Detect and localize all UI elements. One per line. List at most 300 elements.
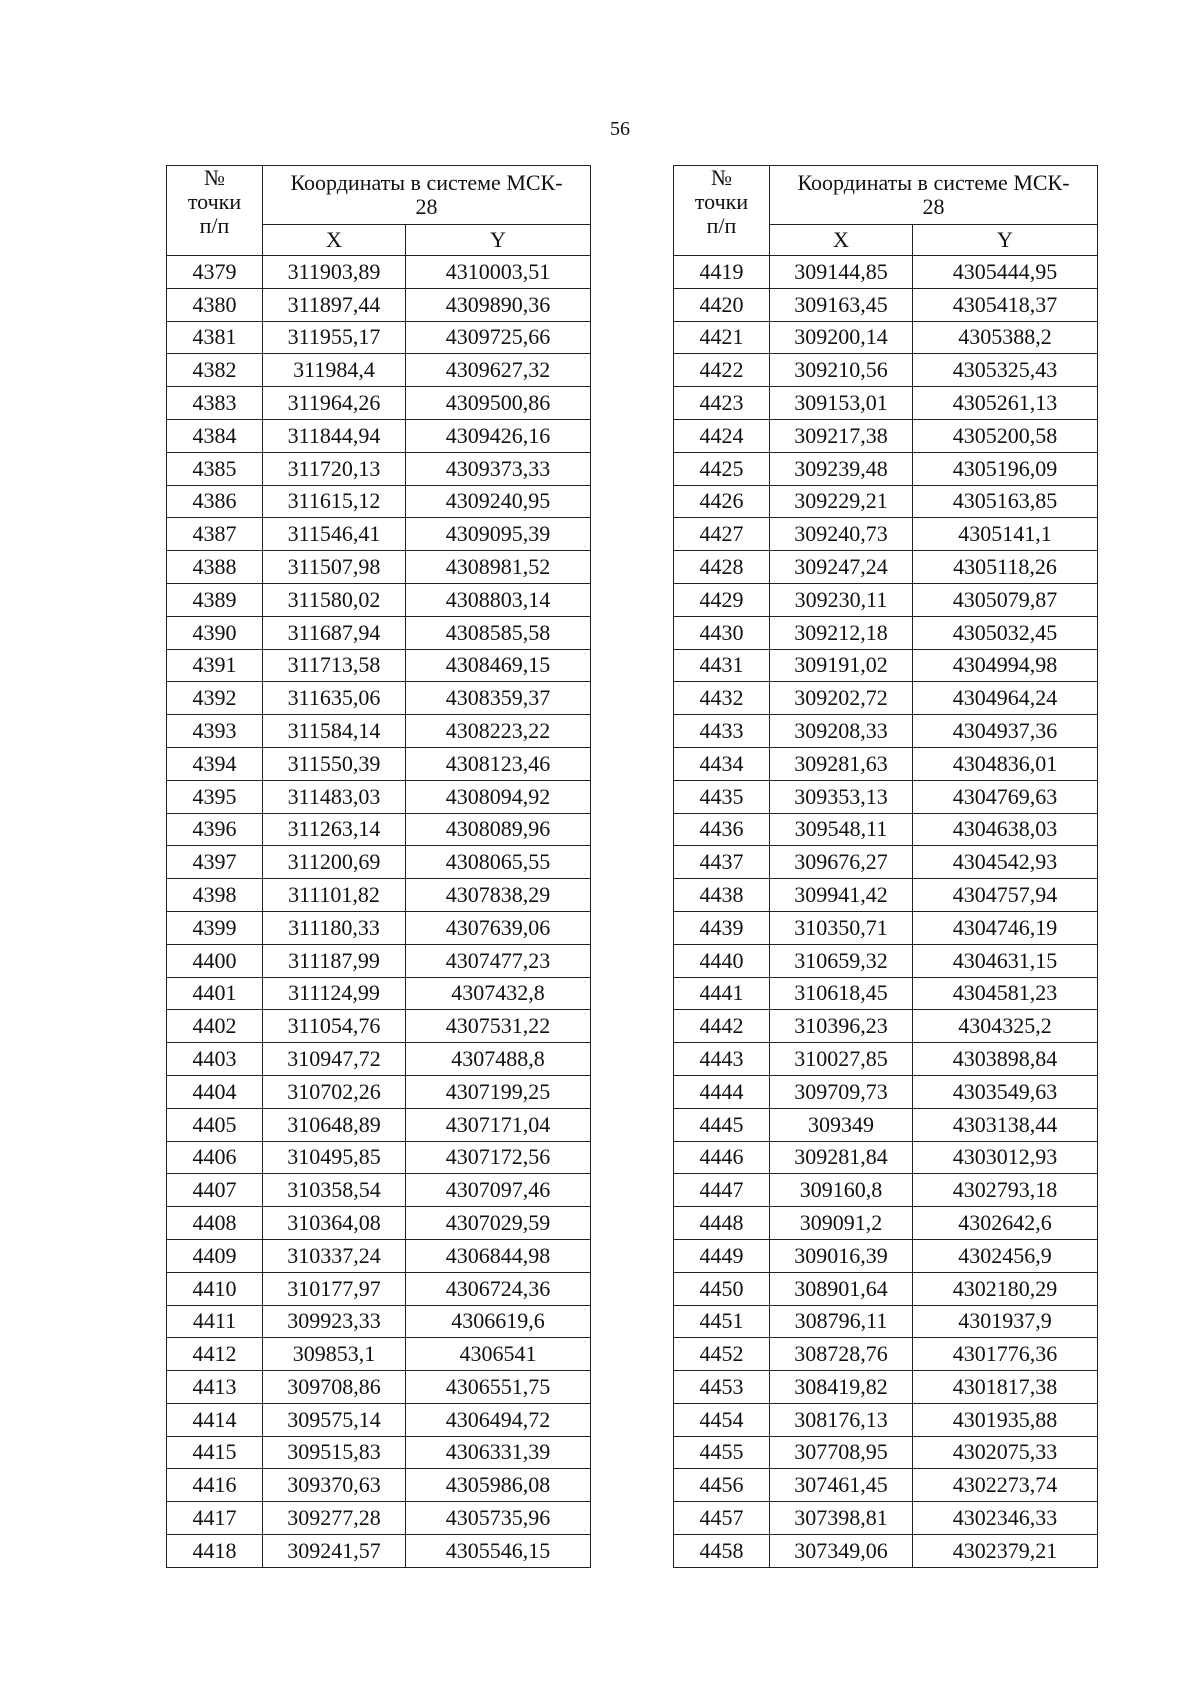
coordinates-system-header: Координаты в системе МСК- 28 (770, 166, 1098, 225)
y-coordinate-cell: 4305032,45 (913, 616, 1098, 649)
table-row (167, 1141, 591, 1174)
x-coordinate-cell: 309210,56 (770, 354, 913, 387)
y-coordinate-cell: 4303549,63 (913, 1075, 1098, 1108)
point-number-cell: 4398 (167, 879, 263, 912)
y-coordinate-cell: 4308223,22 (406, 715, 591, 748)
point-number-cell: 4402 (167, 1010, 263, 1043)
point-number-cell: 4429 (674, 583, 770, 616)
table-row (167, 1272, 591, 1305)
table-row (674, 780, 1098, 813)
table-row (167, 583, 591, 616)
point-number-cell: 4430 (674, 616, 770, 649)
y-coordinate-cell: 4307199,25 (406, 1075, 591, 1108)
table-row (167, 387, 591, 420)
point-number-cell: 4452 (674, 1338, 770, 1371)
x-coordinate-cell: 309853,1 (263, 1338, 406, 1371)
y-coordinate-cell: 4301776,36 (913, 1338, 1098, 1371)
table-row (167, 419, 591, 452)
point-number-cell: 4385 (167, 452, 263, 485)
y-column-header: Y (406, 225, 591, 256)
point-number-cell: 4415 (167, 1436, 263, 1469)
x-coordinate-cell: 311507,98 (263, 551, 406, 584)
x-coordinate-cell: 309202,72 (770, 682, 913, 715)
y-coordinate-cell: 4304325,2 (913, 1010, 1098, 1043)
y-coordinate-cell: 4307838,29 (406, 879, 591, 912)
table-row (167, 616, 591, 649)
coordinates-system-header: Координаты в системе МСК- 28 (263, 166, 591, 225)
point-number-cell: 4458 (674, 1535, 770, 1568)
y-coordinate-cell: 4306724,36 (406, 1272, 591, 1305)
point-number-cell: 4382 (167, 354, 263, 387)
x-coordinate-cell: 309353,13 (770, 780, 913, 813)
table-row (167, 288, 591, 321)
table-row (167, 977, 591, 1010)
point-number-cell: 4433 (674, 715, 770, 748)
table-row (674, 813, 1098, 846)
point-number-cell: 4439 (674, 911, 770, 944)
point-number-cell: 4380 (167, 288, 263, 321)
table-row (674, 419, 1098, 452)
table-row (167, 321, 591, 354)
y-coordinate-cell: 4301935,88 (913, 1403, 1098, 1436)
y-coordinate-cell: 4302793,18 (913, 1174, 1098, 1207)
y-coordinate-cell: 4307172,56 (406, 1141, 591, 1174)
point-number-header: № точки п/п (674, 166, 770, 256)
table-row (167, 1207, 591, 1240)
point-number-cell: 4442 (674, 1010, 770, 1043)
y-coordinate-cell: 4309890,36 (406, 288, 591, 321)
x-coordinate-cell: 309281,63 (770, 747, 913, 780)
x-coordinate-cell: 307349,06 (770, 1535, 913, 1568)
x-coordinate-cell: 311584,14 (263, 715, 406, 748)
x-coordinate-cell: 310648,89 (263, 1108, 406, 1141)
x-coordinate-cell: 308728,76 (770, 1338, 913, 1371)
x-coordinate-cell: 311897,44 (263, 288, 406, 321)
point-number-cell: 4393 (167, 715, 263, 748)
y-coordinate-cell: 4307432,8 (406, 977, 591, 1010)
y-coordinate-cell: 4309095,39 (406, 518, 591, 551)
point-number-cell: 4392 (167, 682, 263, 715)
point-number-cell: 4437 (674, 846, 770, 879)
table-row (674, 583, 1098, 616)
table-row (167, 944, 591, 977)
point-number-cell: 4436 (674, 813, 770, 846)
point-number-cell: 4453 (674, 1371, 770, 1404)
x-coordinate-cell: 309163,45 (770, 288, 913, 321)
x-coordinate-cell: 309548,11 (770, 813, 913, 846)
table-row (674, 1535, 1098, 1568)
x-coordinate-cell: 309153,01 (770, 387, 913, 420)
y-coordinate-cell: 4302642,6 (913, 1207, 1098, 1240)
point-number-cell: 4401 (167, 977, 263, 1010)
x-coordinate-cell: 309515,83 (263, 1436, 406, 1469)
table-row (674, 1239, 1098, 1272)
table-row (167, 1010, 591, 1043)
point-number-cell: 4455 (674, 1436, 770, 1469)
y-coordinate-cell: 4305200,58 (913, 419, 1098, 452)
x-coordinate-cell: 311984,4 (263, 354, 406, 387)
x-coordinate-cell: 309091,2 (770, 1207, 913, 1240)
x-coordinate-cell: 310947,72 (263, 1043, 406, 1076)
y-coordinate-cell: 4302346,33 (913, 1502, 1098, 1535)
x-coordinate-cell: 309349 (770, 1108, 913, 1141)
point-number-cell: 4432 (674, 682, 770, 715)
x-coordinate-cell: 311713,58 (263, 649, 406, 682)
table-row (674, 977, 1098, 1010)
point-number-cell: 4435 (674, 780, 770, 813)
point-number-cell: 4381 (167, 321, 263, 354)
table-row (167, 747, 591, 780)
y-coordinate-cell: 4304542,93 (913, 846, 1098, 879)
point-number-cell: 4391 (167, 649, 263, 682)
point-number-cell: 4413 (167, 1371, 263, 1404)
x-coordinate-cell: 309923,33 (263, 1305, 406, 1338)
point-number-cell: 4399 (167, 911, 263, 944)
x-coordinate-cell: 310618,45 (770, 977, 913, 1010)
x-coordinate-cell: 311844,94 (263, 419, 406, 452)
y-coordinate-cell: 4304836,01 (913, 747, 1098, 780)
table-row (674, 1043, 1098, 1076)
table-row (674, 649, 1098, 682)
y-coordinate-cell: 4305325,43 (913, 354, 1098, 387)
point-number-header: № точки п/п (167, 166, 263, 256)
table-row (674, 1272, 1098, 1305)
point-number-cell: 4450 (674, 1272, 770, 1305)
x-coordinate-cell: 311483,03 (263, 780, 406, 813)
y-coordinate-cell: 4308094,92 (406, 780, 591, 813)
point-number-cell: 4417 (167, 1502, 263, 1535)
x-coordinate-cell: 309208,33 (770, 715, 913, 748)
table-row (674, 485, 1098, 518)
x-coordinate-cell: 311263,14 (263, 813, 406, 846)
x-coordinate-cell: 309708,86 (263, 1371, 406, 1404)
y-coordinate-cell: 4308359,37 (406, 682, 591, 715)
table-row (167, 518, 591, 551)
table-row (167, 1436, 591, 1469)
y-coordinate-cell: 4304769,63 (913, 780, 1098, 813)
y-coordinate-cell: 4302456,9 (913, 1239, 1098, 1272)
table-row (167, 1338, 591, 1371)
x-coordinate-cell: 309277,28 (263, 1502, 406, 1535)
table-row (674, 1075, 1098, 1108)
x-coordinate-cell: 308901,64 (770, 1272, 913, 1305)
x-coordinate-cell: 307461,45 (770, 1469, 913, 1502)
y-coordinate-cell: 4309627,32 (406, 354, 591, 387)
table-row (167, 551, 591, 584)
x-coordinate-cell: 309229,21 (770, 485, 913, 518)
x-column-header: X (770, 225, 913, 256)
table-row (674, 879, 1098, 912)
x-coordinate-cell: 311054,76 (263, 1010, 406, 1043)
x-coordinate-cell: 309247,24 (770, 551, 913, 584)
x-coordinate-cell: 308419,82 (770, 1371, 913, 1404)
table-row (167, 649, 591, 682)
y-coordinate-cell: 4305261,13 (913, 387, 1098, 420)
y-coordinate-cell: 4305735,96 (406, 1502, 591, 1535)
table-row (167, 1469, 591, 1502)
table-row (674, 1174, 1098, 1207)
y-coordinate-cell: 4305444,95 (913, 256, 1098, 289)
point-number-cell: 4379 (167, 256, 263, 289)
table-row (674, 452, 1098, 485)
x-column-header: X (263, 225, 406, 256)
table-row (167, 1174, 591, 1207)
table-row (167, 846, 591, 879)
table-row (674, 518, 1098, 551)
table-row (674, 1108, 1098, 1141)
point-number-cell: 4395 (167, 780, 263, 813)
x-coordinate-cell: 310364,08 (263, 1207, 406, 1240)
y-coordinate-cell: 4304994,98 (913, 649, 1098, 682)
y-coordinate-cell: 4304638,03 (913, 813, 1098, 846)
table-row (167, 485, 591, 518)
x-coordinate-cell: 310659,32 (770, 944, 913, 977)
table-row (167, 1502, 591, 1535)
y-coordinate-cell: 4310003,51 (406, 256, 591, 289)
x-coordinate-cell: 311955,17 (263, 321, 406, 354)
table-row (674, 256, 1098, 289)
x-coordinate-cell: 309676,27 (770, 846, 913, 879)
y-coordinate-cell: 4301937,9 (913, 1305, 1098, 1338)
y-coordinate-cell: 4306541 (406, 1338, 591, 1371)
y-coordinate-cell: 4305079,87 (913, 583, 1098, 616)
x-coordinate-cell: 311903,89 (263, 256, 406, 289)
x-coordinate-cell: 311687,94 (263, 616, 406, 649)
point-number-cell: 4441 (674, 977, 770, 1010)
point-number-cell: 4443 (674, 1043, 770, 1076)
point-number-cell: 4405 (167, 1108, 263, 1141)
point-number-cell: 4383 (167, 387, 263, 420)
point-number-cell: 4384 (167, 419, 263, 452)
point-number-cell: 4400 (167, 944, 263, 977)
x-coordinate-cell: 311550,39 (263, 747, 406, 780)
point-number-cell: 4388 (167, 551, 263, 584)
table-row (674, 682, 1098, 715)
y-coordinate-cell: 4302379,21 (913, 1535, 1098, 1568)
y-coordinate-cell: 4303898,84 (913, 1043, 1098, 1076)
point-number-cell: 4389 (167, 583, 263, 616)
table-row (674, 1469, 1098, 1502)
x-coordinate-cell: 311720,13 (263, 452, 406, 485)
y-coordinate-cell: 4302075,33 (913, 1436, 1098, 1469)
table-row (674, 1403, 1098, 1436)
point-number-cell: 4403 (167, 1043, 263, 1076)
point-number-cell: 4423 (674, 387, 770, 420)
point-number-cell: 4394 (167, 747, 263, 780)
x-coordinate-cell: 311187,99 (263, 944, 406, 977)
table-row (674, 1141, 1098, 1174)
table-row (674, 747, 1098, 780)
point-number-cell: 4422 (674, 354, 770, 387)
point-number-cell: 4440 (674, 944, 770, 977)
y-coordinate-cell: 4307171,04 (406, 1108, 591, 1141)
point-number-cell: 4419 (674, 256, 770, 289)
x-coordinate-cell: 309230,11 (770, 583, 913, 616)
x-coordinate-cell: 311635,06 (263, 682, 406, 715)
y-coordinate-cell: 4305163,85 (913, 485, 1098, 518)
y-coordinate-cell: 4305196,09 (913, 452, 1098, 485)
x-coordinate-cell: 310358,54 (263, 1174, 406, 1207)
x-coordinate-cell: 308176,13 (770, 1403, 913, 1436)
y-coordinate-cell: 4306844,98 (406, 1239, 591, 1272)
y-coordinate-cell: 4308585,58 (406, 616, 591, 649)
table-row (167, 354, 591, 387)
coordinates-table-left (166, 165, 591, 1568)
y-column-header: Y (913, 225, 1098, 256)
point-number-cell: 4408 (167, 1207, 263, 1240)
y-coordinate-cell: 4302180,29 (913, 1272, 1098, 1305)
y-coordinate-cell: 4309725,66 (406, 321, 591, 354)
x-coordinate-cell: 311200,69 (263, 846, 406, 879)
x-coordinate-cell: 310027,85 (770, 1043, 913, 1076)
x-coordinate-cell: 310702,26 (263, 1075, 406, 1108)
x-coordinate-cell: 307708,95 (770, 1436, 913, 1469)
table-row (167, 1305, 591, 1338)
point-number-cell: 4425 (674, 452, 770, 485)
point-number-cell: 4446 (674, 1141, 770, 1174)
point-number-cell: 4444 (674, 1075, 770, 1108)
x-coordinate-cell: 308796,11 (770, 1305, 913, 1338)
x-coordinate-cell: 309241,57 (263, 1535, 406, 1568)
table-row (167, 715, 591, 748)
x-coordinate-cell: 311580,02 (263, 583, 406, 616)
table-row (167, 1043, 591, 1076)
x-coordinate-cell: 309240,73 (770, 518, 913, 551)
y-coordinate-cell: 4309426,16 (406, 419, 591, 452)
point-number-cell: 4449 (674, 1239, 770, 1272)
point-number-cell: 4386 (167, 485, 263, 518)
table-row (167, 1239, 591, 1272)
x-coordinate-cell: 310337,24 (263, 1239, 406, 1272)
x-coordinate-cell: 309239,48 (770, 452, 913, 485)
point-number-cell: 4409 (167, 1239, 263, 1272)
table-row (674, 354, 1098, 387)
point-number-cell: 4447 (674, 1174, 770, 1207)
table-row (674, 715, 1098, 748)
table-row (674, 1207, 1098, 1240)
x-coordinate-cell: 309016,39 (770, 1239, 913, 1272)
point-number-cell: 4411 (167, 1305, 263, 1338)
point-number-cell: 4451 (674, 1305, 770, 1338)
table-row (674, 288, 1098, 321)
y-coordinate-cell: 4306494,72 (406, 1403, 591, 1436)
x-coordinate-cell: 311180,33 (263, 911, 406, 944)
x-coordinate-cell: 311124,99 (263, 977, 406, 1010)
table-row (167, 682, 591, 715)
y-coordinate-cell: 4308089,96 (406, 813, 591, 846)
x-coordinate-cell: 311615,12 (263, 485, 406, 518)
table-row (167, 1535, 591, 1568)
point-number-cell: 4396 (167, 813, 263, 846)
point-number-cell: 4397 (167, 846, 263, 879)
y-coordinate-cell: 4306331,39 (406, 1436, 591, 1469)
point-number-cell: 4406 (167, 1141, 263, 1174)
table-row (674, 944, 1098, 977)
x-coordinate-cell: 311964,26 (263, 387, 406, 420)
y-coordinate-cell: 4308981,52 (406, 551, 591, 584)
table-row (674, 1010, 1098, 1043)
point-number-cell: 4387 (167, 518, 263, 551)
table-row (674, 1371, 1098, 1404)
point-number-cell: 4438 (674, 879, 770, 912)
y-coordinate-cell: 4307531,22 (406, 1010, 591, 1043)
table-row (167, 879, 591, 912)
point-number-cell: 4431 (674, 649, 770, 682)
point-number-cell: 4428 (674, 551, 770, 584)
point-number-cell: 4427 (674, 518, 770, 551)
table-row (674, 387, 1098, 420)
point-number-cell: 4404 (167, 1075, 263, 1108)
x-coordinate-cell: 311101,82 (263, 879, 406, 912)
point-number-cell: 4456 (674, 1469, 770, 1502)
y-coordinate-cell: 4308803,14 (406, 583, 591, 616)
x-coordinate-cell: 309281,84 (770, 1141, 913, 1174)
x-coordinate-cell: 309144,85 (770, 256, 913, 289)
table-row (674, 551, 1098, 584)
table-row (674, 616, 1098, 649)
x-coordinate-cell: 307398,81 (770, 1502, 913, 1535)
point-number-cell: 4407 (167, 1174, 263, 1207)
table-row (674, 911, 1098, 944)
x-coordinate-cell: 309217,38 (770, 419, 913, 452)
y-coordinate-cell: 4309500,86 (406, 387, 591, 420)
y-coordinate-cell: 4301817,38 (913, 1371, 1098, 1404)
y-coordinate-cell: 4302273,74 (913, 1469, 1098, 1502)
x-coordinate-cell: 310177,97 (263, 1272, 406, 1305)
x-coordinate-cell: 309370,63 (263, 1469, 406, 1502)
table-row (167, 1371, 591, 1404)
point-number-cell: 4410 (167, 1272, 263, 1305)
x-coordinate-cell: 310350,71 (770, 911, 913, 944)
point-number-cell: 4416 (167, 1469, 263, 1502)
table-row (167, 911, 591, 944)
table-row (167, 256, 591, 289)
point-number-cell: 4414 (167, 1403, 263, 1436)
y-coordinate-cell: 4305986,08 (406, 1469, 591, 1502)
point-number-cell: 4426 (674, 485, 770, 518)
x-coordinate-cell: 309575,14 (263, 1403, 406, 1436)
y-coordinate-cell: 4304746,19 (913, 911, 1098, 944)
table-row (674, 1338, 1098, 1371)
point-number-cell: 4421 (674, 321, 770, 354)
y-coordinate-cell: 4307477,23 (406, 944, 591, 977)
y-coordinate-cell: 4303012,93 (913, 1141, 1098, 1174)
y-coordinate-cell: 4306551,75 (406, 1371, 591, 1404)
x-coordinate-cell: 310396,23 (770, 1010, 913, 1043)
y-coordinate-cell: 4304937,36 (913, 715, 1098, 748)
y-coordinate-cell: 4304581,23 (913, 977, 1098, 1010)
y-coordinate-cell: 4307639,06 (406, 911, 591, 944)
y-coordinate-cell: 4304631,15 (913, 944, 1098, 977)
y-coordinate-cell: 4305141,1 (913, 518, 1098, 551)
y-coordinate-cell: 4307029,59 (406, 1207, 591, 1240)
point-number-cell: 4412 (167, 1338, 263, 1371)
x-coordinate-cell: 309709,73 (770, 1075, 913, 1108)
x-coordinate-cell: 309160,8 (770, 1174, 913, 1207)
y-coordinate-cell: 4308469,15 (406, 649, 591, 682)
y-coordinate-cell: 4305388,2 (913, 321, 1098, 354)
table-row (167, 452, 591, 485)
y-coordinate-cell: 4309240,95 (406, 485, 591, 518)
point-number-cell: 4424 (674, 419, 770, 452)
table-row (674, 321, 1098, 354)
point-number-cell: 4418 (167, 1535, 263, 1568)
y-coordinate-cell: 4305546,15 (406, 1535, 591, 1568)
coordinates-table-right (673, 165, 1098, 1568)
y-coordinate-cell: 4306619,6 (406, 1305, 591, 1338)
point-number-cell: 4434 (674, 747, 770, 780)
y-coordinate-cell: 4308123,46 (406, 747, 591, 780)
